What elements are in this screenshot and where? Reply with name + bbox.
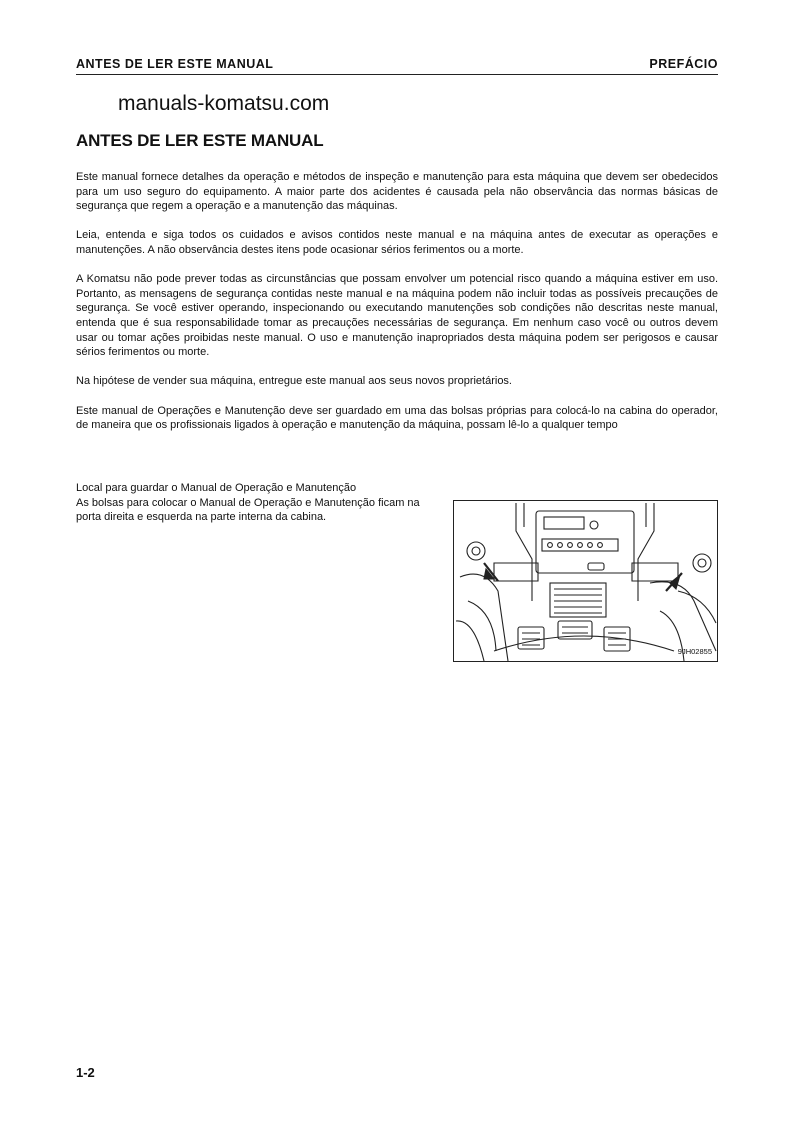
paragraph-warnings: Leia, entenda e siga todos os cuidados e avisos contidos neste manual e na máquina antes de executar as operações e manutenções. A não observância destes itens pode ocasionar sérios ferimentos ou a morte.: [76, 229, 718, 256]
paragraph-responsibility: A Komatsu não pode prever todas as circunstâncias que possam envolver um potencial risco quando a máquina estiver em uso. Portanto, as mensagens de segurança contidas neste manual e na máquina podem não incluir todas as possíveis precauções de segurança. Se você estiver operando, inspecionando ou executando manutenções sob condições não descritas neste manual, entenda que é sua responsabilidade tomar as precauções necessárias de segurança. Em nenhum caso você ou outros devem usar ou tomar ações proibidas neste manual. O uso e manutenção inapropriados desta máquina podem ser perigosos e causar sérios ferimentos ou morte.: [76, 273, 718, 359]
paragraph-intro: Este manual fornece detalhes da operação e métodos de inspeção e manutenção para esta máquina que devem ser obedecidos para um uso seguro do equipamento. A maior parte dos acidentes é causada pela não observância das normas básicas de segurança que regem a operação e a manutenção das máquinas.: [76, 171, 718, 213]
paragraph-resale: Na hipótese de vender sua máquina, entregue este manual aos seus novos proprietários.: [76, 375, 512, 388]
storage-text: As bolsas para colocar o Manual de Operação e Manutenção ficam na porta direita e esquerda na parte interna da cabina.: [76, 496, 420, 524]
cab-interior-illustration: [454, 501, 717, 661]
running-header-section: PREFÁCIO: [649, 57, 718, 71]
page-number: 1-2: [76, 1065, 95, 1080]
header-divider: [76, 74, 718, 75]
paragraph-storage-note: Este manual de Operações e Manutenção deve ser guardado em uma das bolsas próprias para colocá-lo na cabina do operador, de maneira que os profissionais ligados à operação e manutenção da máquina, possam lê-lo a qualquer tempo: [76, 404, 718, 432]
body-text: [76, 170, 718, 447]
running-header-title: ANTES DE LER ESTE MANUAL: [76, 57, 274, 71]
watermark-text: manuals-komatsu.com: [118, 92, 330, 115]
cab-interior-figure: [453, 500, 718, 662]
storage-section: [76, 481, 446, 525]
section-title: ANTES DE LER ESTE MANUAL: [76, 131, 324, 150]
figure-code: 9JH02855: [677, 647, 712, 656]
storage-heading: Local para guardar o Manual de Operação e Manutenção: [76, 482, 357, 494]
